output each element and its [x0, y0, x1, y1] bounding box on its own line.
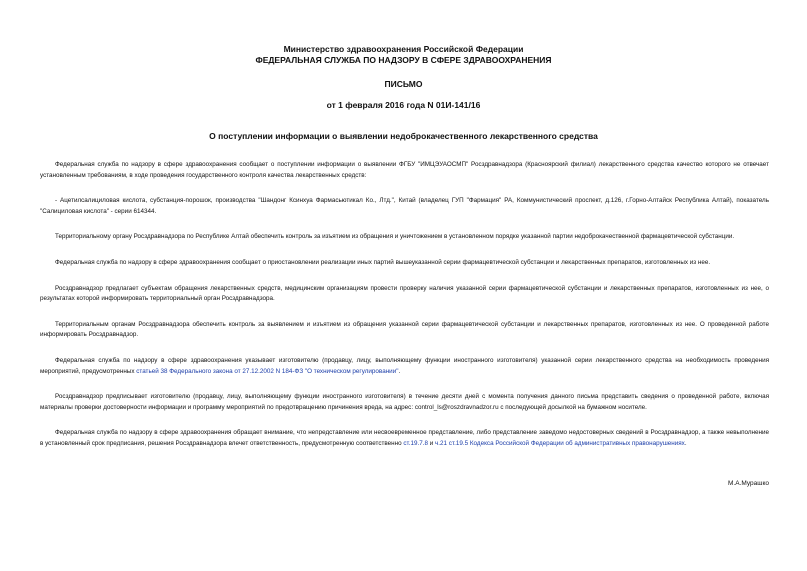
paragraph-7-end: .	[398, 367, 401, 375]
document-header	[0, 44, 807, 66]
document-body	[40, 160, 769, 465]
koap-19-7-8-link[interactable]: ст.19.7.8	[403, 439, 428, 447]
paragraph-9-text: Федеральная служба по надзору в сфере здравоохранения обращает внимание, что непредставление или несвоевременное представление, либо представление заведомо недостоверных сведений в Росздравнадзор, а также невыполнение в установленный срок предписания, решения Росздравнадзора влечет ответственность, предусмотренную соответственно	[40, 429, 769, 447]
law-184-fz-link[interactable]: статьей 38 Федерального закона от 27.12.2002 N 184-ФЗ "О техническом регулировании"	[136, 367, 399, 375]
paragraph-8: Росздравнадзор предписывает изготовителю (продавцу, лицу, выполняющему функции иностранного изготовителя) в течение десяти дней с момента получения данного письма представить сведения о проведенной работе, включая материалы проверки достоверности информации и программу мероприятий по предотвращению причинения вреда, на адрес: control_ls@roszdravnadzor.ru с последующей досылкой на бумажном носителе.	[40, 393, 769, 411]
paragraph-4: Федеральная служба по надзору в сфере здравоохранения сообщает о приостановлении реализации иных партий вышеуказанной серии фармацевтической субстанции и лекарственных препаратов, изготовленных из нее.	[55, 258, 711, 266]
paragraph-7-text: Федеральная служба по надзору в сфере здравоохранения указывает изготовителю (продавцу, лицу, выполняющему функции иностранного изготовителя) указанной серии лекарственного средства на необходимость проведения мероприятий, предусмотренных	[40, 356, 769, 375]
paragraph-2: - Ацетилсалициловая кислота, субстанция-порошок, производства "Шандонг Ксинхуа Фармасьютикал Ко., Лтд.", Китай (владелец ГУП "Фармация" РА, Коммунистический проспект, д.126, г.Горно-Алтайск Республика Алтай), показатель "Салициловая кислота" - серии 614344.	[40, 197, 769, 215]
paragraph-5: Росздравнадзор предлагает субъектам обращения лекарственных средств, медицинским организациям провести проверку наличия указанной серии фармацевтической субстанции и лекарственных препаратов, изготовленных из нее, о результатах которой информировать территориальный орган Росздравнадзора.	[40, 284, 769, 303]
service-name: ФЕДЕРАЛЬНАЯ СЛУЖБА ПО НАДЗОРУ В СФЕРЕ ЗДРАВООХРАНЕНИЯ	[255, 55, 552, 65]
paragraph-9-end: .	[684, 439, 687, 447]
paragraph-6: Территориальным органам Росздравнадзора обеспечить контроль за выявлением и изъятием из обращения указанной серии фармацевтической субстанции и лекарственных препаратов, изготовленных из нее. О проведенной работе информировать Росздравнадзор.	[40, 320, 769, 339]
paragraph-3: Территориальному органу Росздравнадзора по Республике Алтай обеспечить контроль за изъятием из обращения и уничтожением в установленном порядке указанной партии недоброкачественной фармацевтической субстанции.	[55, 233, 735, 241]
paragraph-1: Федеральная служба по надзору в сфере здравоохранения сообщает о поступлении информации о выявлении ФГБУ "ИМЦЭУАОСМП" Росздравнадзора (Красноярский филиал) лекарственного средства качество которого не отвечает установленным требованиям, в ходе проведения государственного контроля качества лекарственных средств:	[40, 161, 769, 179]
paragraph-9	[40, 428, 769, 449]
ministry-name: Министерство здравоохранения Российской Федерации	[283, 44, 524, 54]
paragraph-7	[40, 356, 769, 377]
document-date-number: от 1 февраля 2016 года N 01И-141/16	[326, 100, 481, 110]
document-type: ПИСЬМО	[384, 79, 423, 89]
paragraph-9-mid: и	[427, 439, 436, 447]
document-subject: О поступлении информации о выявлении недоброкачественного лекарственного средства	[209, 131, 598, 141]
signature: М.А.Мурашко	[727, 480, 769, 487]
koap-19-5-link[interactable]: ч.21 ст.19.5 Кодекса Российской Федерации об административных правонарушениях	[435, 439, 685, 447]
